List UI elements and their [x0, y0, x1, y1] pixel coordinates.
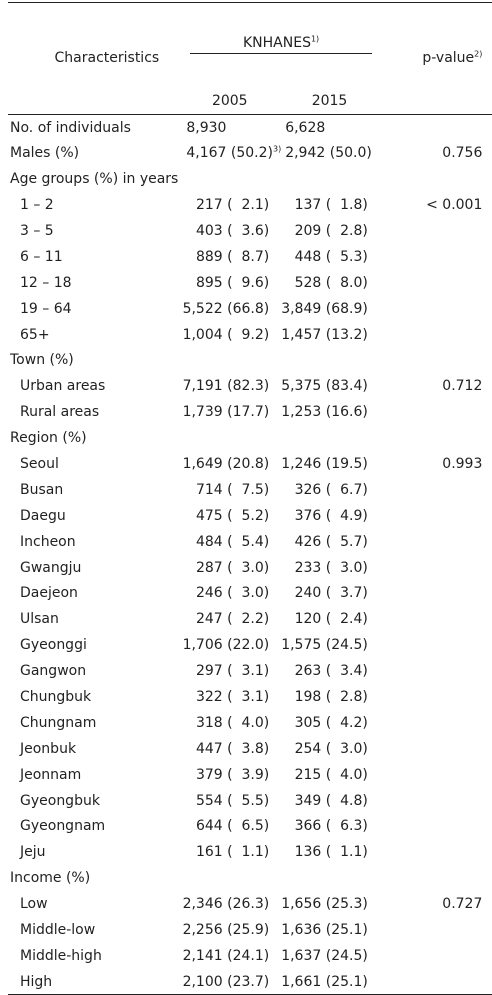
cell-2015: 6,628 [285, 119, 326, 136]
cell-pvalue [378, 839, 492, 865]
cell-2015: 3,849 (68.9) [281, 300, 368, 317]
cell-2015: 1,253 (16.6) [281, 404, 368, 421]
table-row [8, 115, 492, 141]
cell-pvalue [378, 296, 492, 322]
cell-pvalue [378, 503, 492, 529]
cell-pvalue [378, 943, 492, 969]
cell-2015: 376 ( 4.9) [294, 507, 368, 524]
table-row [8, 865, 492, 891]
table-body [8, 115, 492, 995]
table-row [8, 917, 492, 943]
table-row [8, 166, 492, 192]
cell-2005: 379 ( 3.9) [195, 766, 270, 783]
cell-2005: 889 ( 8.7) [195, 248, 270, 265]
table-row [8, 555, 492, 581]
row-label: Middle-low [20, 922, 96, 939]
table-row [8, 270, 492, 296]
cell-2005 [178, 865, 281, 891]
table-row [8, 684, 492, 710]
cell-2015 [281, 865, 378, 891]
cell-2015: 448 ( 5.3) [294, 248, 368, 265]
row-label: Jeonbuk [20, 740, 77, 757]
row-label: Chungnam [20, 714, 97, 731]
cell-pvalue [378, 865, 492, 891]
cell-2015: 240 ( 3.7) [294, 585, 368, 602]
row-label: Rural areas [20, 404, 100, 421]
cell-2015: 215 ( 4.0) [294, 766, 368, 783]
cell-pvalue [378, 710, 492, 736]
cell-2015: 1,246 (19.5) [281, 456, 368, 473]
cell-2005: 403 ( 3.6) [195, 223, 270, 239]
row-label: Age groups (%) in years [10, 171, 179, 188]
cell-pvalue [378, 736, 492, 762]
footnote-marker: 3) [272, 144, 282, 154]
cell-pvalue: 0.712 [442, 378, 483, 395]
cell-2015: 198 ( 2.8) [294, 689, 368, 706]
characteristics-table [8, 2, 492, 995]
cell-2005: 714 ( 7.5) [195, 481, 270, 498]
cell-pvalue [378, 555, 492, 581]
row-label: Busan [20, 481, 64, 498]
cell-pvalue [378, 477, 492, 503]
row-label: Urban areas [20, 378, 106, 395]
cell-pvalue [378, 399, 492, 425]
table-row [8, 140, 492, 166]
cell-2015: 209 ( 2.8) [294, 223, 368, 239]
cell-2015 [281, 348, 378, 374]
table-row [8, 839, 492, 865]
row-label: 19 – 64 [20, 300, 72, 317]
cell-pvalue [378, 581, 492, 607]
row-label: 12 – 18 [20, 274, 72, 291]
cell-2015: 1,575 (24.5) [281, 637, 368, 654]
row-label: Gyeongnam [20, 818, 106, 835]
cell-pvalue: 0.993 [442, 456, 483, 473]
row-label: Low [20, 896, 48, 913]
table-row [8, 373, 492, 399]
row-label: Incheon [20, 533, 76, 550]
table-row [8, 710, 492, 736]
row-label: Gyeongbuk [20, 792, 100, 809]
cell-2005: 2,256 (25.9) [182, 922, 270, 939]
cell-2015: 263 ( 3.4) [294, 663, 368, 680]
cell-2005: 287 ( 3.0) [195, 559, 270, 576]
cell-2005: 2,346 (26.3) [182, 896, 270, 913]
cell-2015: 120 ( 2.4) [294, 611, 368, 628]
cell-pvalue [378, 658, 492, 684]
cell-2005: 4,167 $(50.2)^{3)}$ [186, 144, 282, 162]
table-row [8, 969, 492, 995]
cell-2015: 1,636 (25.1) [281, 922, 368, 939]
cell-2005: 1,004 ( 9.2) [182, 326, 270, 343]
cell-2005: 475 ( 5.2) [195, 507, 270, 524]
table-row [8, 632, 492, 658]
row-label: 3 – 5 [20, 223, 54, 239]
cell-2015 [281, 425, 378, 451]
row-label: Region (%) [10, 430, 87, 447]
table-row [8, 814, 492, 840]
cell-2005: 895 ( 9.6) [195, 274, 270, 291]
table-row [8, 322, 492, 348]
cell-2005: 161 ( 1.1) [195, 844, 270, 861]
table-row [8, 296, 492, 322]
cell-pvalue: < 0.001 [426, 197, 483, 214]
cell-2005: 1,739 (17.7) [182, 404, 270, 421]
cell-2005: 2,141 (24.1) [182, 947, 270, 964]
table-row [8, 943, 492, 969]
cell-2015: 326 ( 6.7) [294, 481, 368, 498]
table-row [8, 451, 492, 477]
cell-2005: 8,930 [186, 119, 227, 136]
row-label: Middle-high [20, 947, 102, 964]
table-row [8, 425, 492, 451]
cell-pvalue [378, 684, 492, 710]
header-pvalue: p-value$^{2)}$ [378, 3, 492, 115]
cell-2015: 233 ( 3.0) [294, 559, 368, 576]
cell-2015: 366 ( 6.3) [294, 818, 368, 835]
cell-pvalue [378, 969, 492, 995]
table-row [8, 606, 492, 632]
cell-pvalue [378, 529, 492, 555]
table-row [8, 658, 492, 684]
row-label: 6 – 11 [20, 248, 63, 265]
table-row [8, 788, 492, 814]
table-row [8, 581, 492, 607]
cell-pvalue [378, 788, 492, 814]
cell-pvalue [378, 632, 492, 658]
table-row [8, 192, 492, 218]
header-knhanes: KNHANES$^{1)}$ [178, 3, 377, 89]
row-label: Daejeon [20, 585, 78, 602]
row-label: Gyeonggi [20, 637, 87, 654]
header-year-2005: 2005 [178, 88, 281, 115]
row-label: 65+ [20, 326, 50, 343]
table-row [8, 348, 492, 374]
cell-2015: 1,656 (25.3) [281, 896, 368, 913]
header-year-2015: 2015 [281, 88, 378, 115]
cell-pvalue [378, 762, 492, 788]
row-label: Gwangju [20, 559, 82, 576]
cell-2005: 246 ( 3.0) [195, 585, 270, 602]
row-label: Jeonnam [20, 766, 82, 783]
cell-pvalue [378, 606, 492, 632]
cell-pvalue [378, 244, 492, 270]
cell-2015: 305 ( 4.2) [294, 714, 368, 731]
cell-pvalue [378, 348, 492, 374]
row-label: Ulsan [20, 611, 59, 628]
row-label: Seoul [20, 456, 59, 473]
row-label: Chungbuk [20, 689, 92, 706]
cell-2005: 447 ( 3.8) [195, 740, 270, 757]
cell-2015: 137 ( 1.8) [294, 197, 368, 214]
cell-pvalue [378, 425, 492, 451]
cell-pvalue: 0.756 [442, 145, 483, 162]
row-label: Gangwon [20, 663, 87, 680]
cell-2015: 528 ( 8.0) [294, 274, 368, 291]
header-characteristics: Characteristics [8, 3, 178, 115]
cell-2015: 136 ( 1.1) [294, 844, 368, 861]
cell-2005 [178, 425, 281, 451]
cell-2015: 2,942 (50.0) [285, 145, 372, 162]
cell-2015: 1,637 (24.5) [281, 947, 368, 964]
cell-pvalue [378, 115, 492, 141]
row-label: 1 – 2 [20, 197, 54, 214]
row-label: High [8, 969, 178, 995]
cell-2015: 1,661 (25.1) [281, 969, 378, 995]
row-label: Town (%) [10, 352, 74, 369]
cell-2005: 554 ( 5.5) [195, 792, 270, 809]
row-label: No. of individuals [10, 119, 131, 136]
cell-2015: 426 ( 5.7) [294, 533, 368, 550]
table-header [8, 3, 492, 115]
cell-pvalue [378, 322, 492, 348]
table-row [8, 477, 492, 503]
table-row [8, 399, 492, 425]
table-row [8, 891, 492, 917]
cell-2005: 484 ( 5.4) [195, 533, 270, 550]
cell-pvalue [378, 166, 492, 192]
cell-2005: 5,522 (66.8) [182, 300, 270, 317]
row-label: Jeju [20, 844, 46, 861]
cell-pvalue: 0.727 [442, 896, 483, 913]
cell-2015: 254 ( 3.0) [294, 740, 368, 757]
row-label: Daegu [20, 507, 66, 524]
row-label: Males (%) [10, 145, 80, 162]
table-row [8, 736, 492, 762]
cell-2005: 318 ( 4.0) [195, 714, 270, 731]
cell-pvalue [378, 917, 492, 943]
cell-2005: 322 ( 3.1) [195, 689, 270, 706]
table-row [8, 762, 492, 788]
cell-2015: 1,457 (13.2) [281, 326, 368, 343]
row-label: Income (%) [10, 870, 91, 887]
cell-pvalue [378, 270, 492, 296]
cell-2005: 1,706 (22.0) [182, 637, 270, 654]
cell-2005: 7,191 (82.3) [182, 378, 270, 395]
cell-2015: 5,375 (83.4) [281, 378, 368, 395]
cell-2015 [281, 166, 378, 192]
cell-2015: 349 ( 4.8) [294, 792, 368, 809]
cell-2005: 247 ( 2.2) [195, 611, 270, 628]
cell-pvalue [378, 814, 492, 840]
table-row [8, 503, 492, 529]
cell-pvalue [378, 218, 492, 244]
cell-2005: 644 ( 6.5) [195, 818, 270, 835]
table-row [8, 218, 492, 244]
table-row [8, 244, 492, 270]
cell-2005: 2,100 (23.7) [178, 969, 281, 995]
cell-2005 [178, 348, 281, 374]
cell-2005: 1,649 (20.8) [182, 456, 270, 473]
cell-2005 [178, 166, 281, 192]
table-row [8, 529, 492, 555]
cell-2005: 297 ( 3.1) [195, 663, 270, 680]
cell-2005: 217 ( 2.1) [195, 197, 270, 214]
